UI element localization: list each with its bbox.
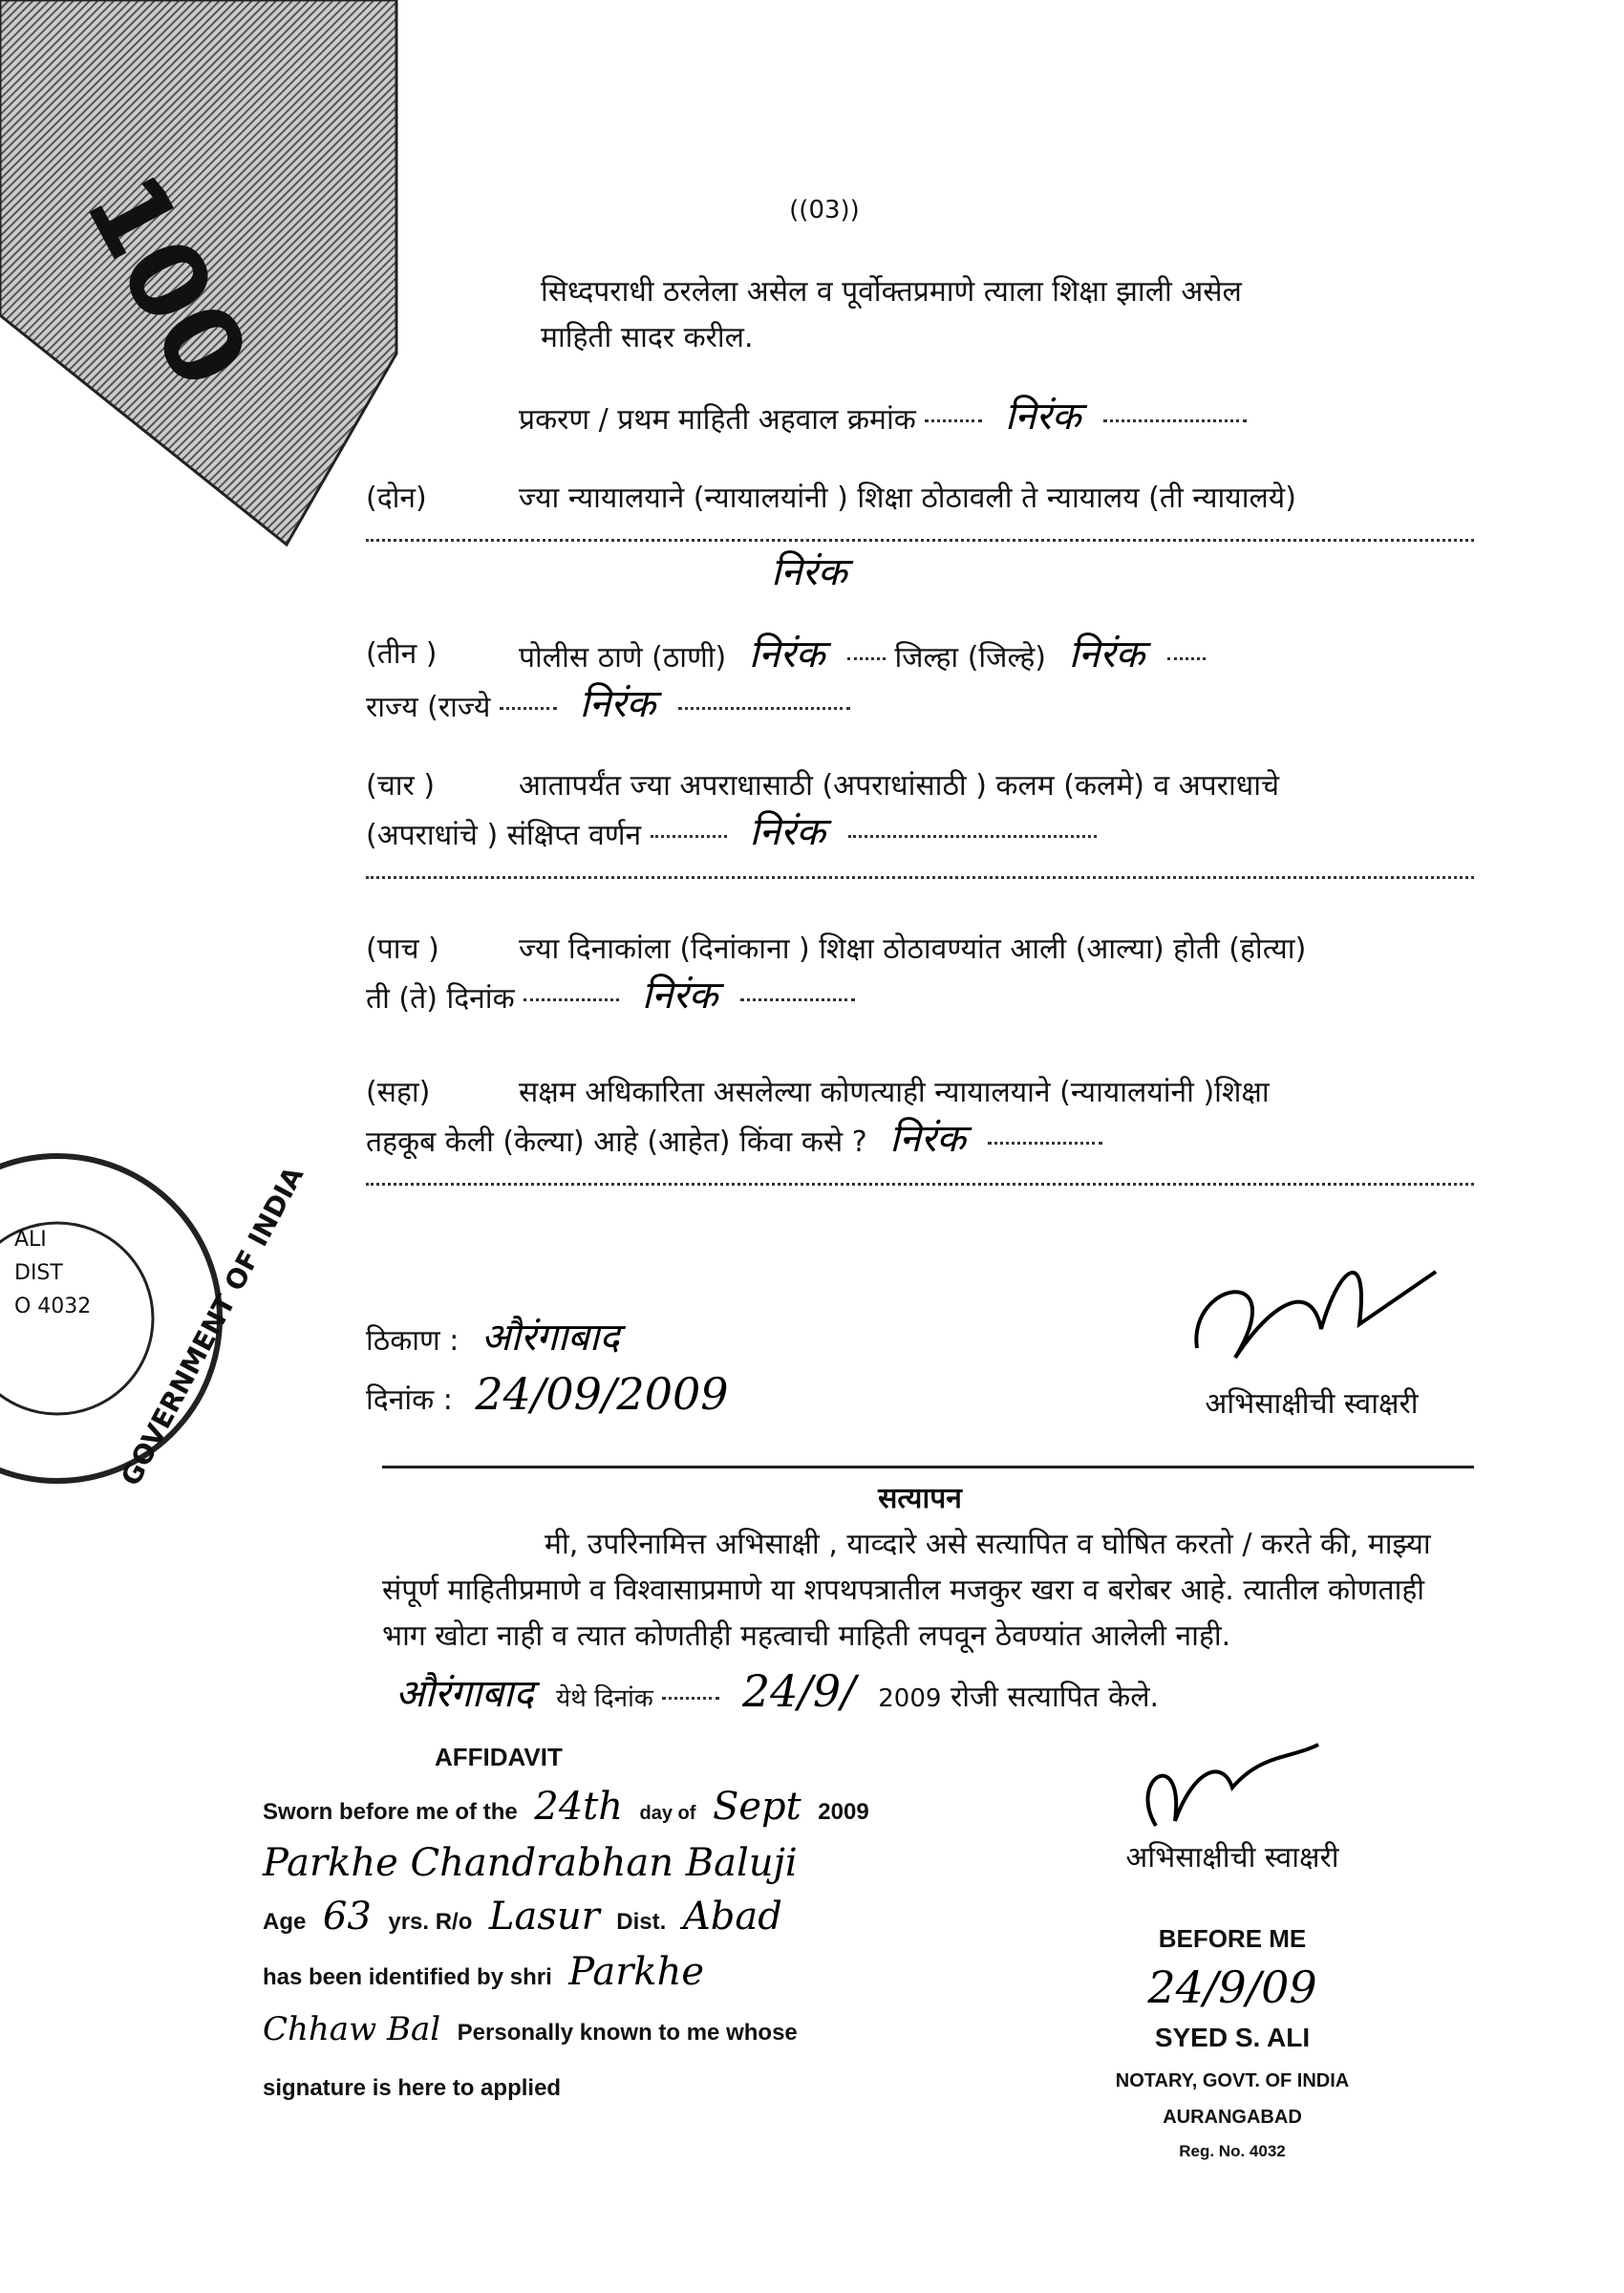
notary-block [989,1730,1476,2168]
item-value: निरंक [889,1116,966,1161]
item-label: आतापर्यंत ज्या अपराधासाठी (अपराधांसाठी ) कलम (कलमे) व अपराधाचे [519,768,1280,803]
residence-value: Lasur [488,1894,600,1939]
item-label: तहकूब केली (केल्या) आहे (आहेत) किंवा कसे ? [366,1125,867,1159]
signature-label: अभिसाक्षीची स्वाक्षरी [1125,1840,1339,1875]
verification-title: सत्यापन [878,1481,962,1515]
sworn-month: Sept [712,1784,801,1829]
stamp-text: O 4032 [14,1295,92,1318]
verification-place: औरंगाबाद [395,1671,534,1716]
dist-label: Dist. [616,1908,667,1935]
stamp-text: ALI [14,1228,47,1252]
affidavit-block [263,1730,989,2168]
identified-label: has been identified by shri [263,1963,552,1990]
item-number: (पाच ) [366,932,439,966]
state-value: निरंक [579,681,656,726]
place-value: औरंगाबाद [481,1315,620,1360]
item-number: (दोन) [366,481,427,515]
deponent-name: Parkhe Chandrabhan Baluji [263,1840,798,1885]
intro-line: माहिती सादर करील. [541,320,754,354]
verification-place-suffix: येथे दिनांक [556,1683,653,1713]
affidavit-title: AFFIDAVIT [435,1742,563,1771]
item-label: ज्या न्यायालयाने (न्यायालयांनी ) शिक्षा ठोठावली ते न्यायालय (ती न्यायालये) [519,481,1296,515]
item-label: राज्य (राज्ये [366,690,491,724]
item-number: (सहा) [366,1075,431,1109]
stamp-text: GOVERNMENT OF INDIA [115,1161,310,1491]
notary-title: NOTARY, GOVT. OF INDIA [1115,2070,1350,2092]
sworn-label: Sworn before me of the [263,1798,518,1825]
signature-icon [1127,1730,1337,1835]
item-label: ज्या दिनाकांला (दिनांकाना ) शिक्षा ठोठावण्यांत आली (आल्या) होती (होत्या) [519,932,1307,966]
document-body [263,191,1474,2167]
sworn-year: 2009 [818,1798,869,1825]
stamp-text: DIST [14,1261,63,1285]
item-label: पोलीस ठाणे (ठाणी) [519,640,727,675]
verification-suffix: रोजी सत्यापित केले. [950,1680,1160,1714]
item-number: (तीन ) [366,636,438,671]
before-me-label: BEFORE ME [1158,1923,1307,1953]
residence-label: yrs. R/o [388,1908,473,1935]
age-value: 63 [322,1894,372,1939]
page-number: ((03)) [789,196,860,225]
district-value: निरंक [1068,632,1145,676]
sworn-day: 24th [534,1784,623,1829]
notary-stamp [0,1146,229,1490]
known-label: Personally known to me whose [457,2019,798,2046]
notary-signature-date: 24/9/09 [1147,1961,1317,2014]
verification-line: मी, उपरिनामित्त अभिसाक्षी , याव्दारे असे सत्यापित व घोषित करतो / करते [545,1527,1312,1561]
date-label: दिनांक : [366,1382,453,1417]
identifier-signature: Chhaw Bal [263,2009,441,2048]
divider [382,1466,1474,1468]
age-label: Age [263,1908,307,1935]
item-label: जिल्हा (जिल्हे) [894,640,1047,675]
verification-line: की, माझ्या संपूर्ण माहितीप्रमाणे व विश्वासाप्रमाणे या शपथपत्रातील मजकुर खरा व बरोबर [382,1527,1431,1607]
verification-line: ठेवण्यांत आलेली नाही. [994,1618,1231,1653]
identified-value: Parkhe [568,1949,705,1994]
dist-value: Abad [682,1894,782,1939]
notary-city: AURANGABAD [1163,2107,1302,2129]
verification-line: आहे. त्यातील कोणताही भाग खोटा नाही व त्यात कोणतीही महत्वाची माहिती लपवून [382,1573,1425,1653]
item-number: (चार ) [366,768,436,803]
verification-date: 24/9/ [741,1664,856,1717]
signature-applied-label: signature is here to applied [263,2074,562,2101]
item-label: ती (ते) दिनांक [366,981,515,1016]
item-label: (अपराधांचे ) संक्षिप्त वर्णन [366,818,642,852]
date-value: 24/09/2009 [475,1367,729,1420]
verification-year: 2009 [878,1683,942,1713]
verification-paragraph [366,1522,1474,1660]
case-label: प्रकरण / प्रथम माहिती अहवाल क्रमांक [519,402,916,437]
case-value: निरंक [1004,394,1081,439]
notary-name: SYED S. ALI [1154,2023,1311,2053]
intro-line: सिध्दपराधी ठरलेला असेल व पूर्वोक्तप्रमाणे त्याला शिक्षा झाली असेल [541,274,1242,309]
item-value: निरंक [641,973,718,1018]
police-station-value: निरंक [748,632,825,676]
notary-reg: Reg. No. 4032 [1179,2142,1286,2161]
place-label: ठिकाण : [366,1323,459,1358]
item-value: निरंक [771,549,847,594]
item-value: निरंक [749,809,825,854]
day-of-label: day of [639,1802,696,1824]
signature-label: अभिसाक्षीची स्वाक्षरी [1205,1386,1419,1421]
item-label: सक्षम अधिकारिता असलेल्या कोणत्याही न्यायालयाने (न्यायालयांनी )शिक्षा [519,1075,1270,1109]
signature-icon [1178,1233,1445,1367]
banknote-denomination: 100 [61,155,273,407]
